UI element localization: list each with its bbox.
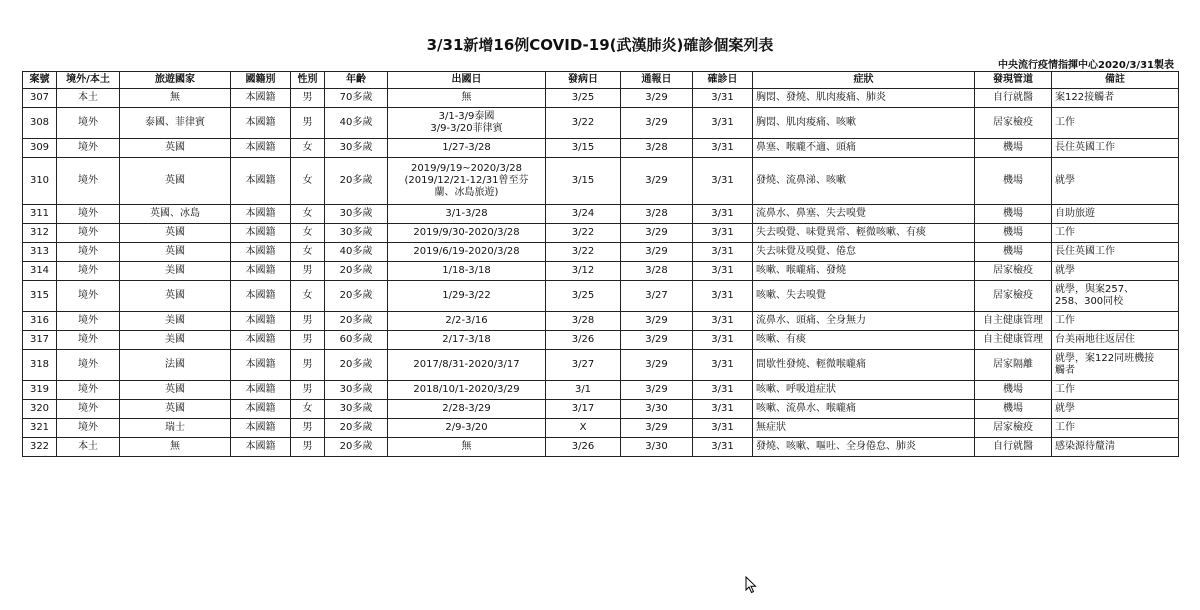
table-cell: 3/24 bbox=[546, 205, 621, 224]
table-row bbox=[23, 139, 1179, 158]
table-cell: 就學，與案257、 258、300同校 bbox=[1052, 281, 1179, 312]
table-cell: 機場 bbox=[975, 381, 1052, 400]
table-row bbox=[23, 108, 1179, 139]
table-cell: 3/31 bbox=[693, 419, 753, 438]
table-cell: 3/28 bbox=[546, 312, 621, 331]
table-cell: 居家檢疫 bbox=[975, 281, 1052, 312]
table-cell: 60多歲 bbox=[325, 331, 388, 350]
table-row bbox=[23, 243, 1179, 262]
table-cell: 3/22 bbox=[546, 108, 621, 139]
table-cell: 機場 bbox=[975, 224, 1052, 243]
table-cell: 3/15 bbox=[546, 158, 621, 205]
table-cell: 70多歲 bbox=[325, 89, 388, 108]
table-cell: 男 bbox=[291, 312, 325, 331]
table-cell: 英國 bbox=[120, 281, 231, 312]
table-cell: 女 bbox=[291, 158, 325, 205]
table-row bbox=[23, 419, 1179, 438]
table-cell: 30多歲 bbox=[325, 139, 388, 158]
table-cell: 3/29 bbox=[621, 158, 693, 205]
table-cell: 居家檢疫 bbox=[975, 108, 1052, 139]
table-cell: 3/29 bbox=[621, 312, 693, 331]
table-cell: 境外 bbox=[57, 350, 120, 381]
table-cell: 機場 bbox=[975, 139, 1052, 158]
table-cell: 自行就醫 bbox=[975, 438, 1052, 457]
column-header: 通報日 bbox=[621, 72, 693, 89]
table-cell: 英國 bbox=[120, 400, 231, 419]
table-cell: 本國籍 bbox=[231, 281, 291, 312]
table-cell: 男 bbox=[291, 89, 325, 108]
table-cell: 1/27-3/28 bbox=[388, 139, 546, 158]
table-cell: 313 bbox=[23, 243, 57, 262]
table-cell: 咳嗽、有痰 bbox=[753, 331, 975, 350]
table-cell: 失去嗅覺、味覺異常、輕微咳嗽、有痰 bbox=[753, 224, 975, 243]
table-cell: 間歇性發燒、輕微喉嚨痛 bbox=[753, 350, 975, 381]
table-cell: 3/25 bbox=[546, 89, 621, 108]
table-cell: 咳嗽、喉嚨痛、發燒 bbox=[753, 262, 975, 281]
table-cell: 314 bbox=[23, 262, 57, 281]
table-cell: 境外 bbox=[57, 381, 120, 400]
table-cell: 境外 bbox=[57, 224, 120, 243]
column-header: 境外/本土 bbox=[57, 72, 120, 89]
table-cell: 3/31 bbox=[693, 350, 753, 381]
table-cell: 胸悶、肌肉痠痛、咳嗽 bbox=[753, 108, 975, 139]
table-cell: 英國 bbox=[120, 139, 231, 158]
table-cell: 3/31 bbox=[693, 262, 753, 281]
table-cell: 自主健康管理 bbox=[975, 312, 1052, 331]
table-cell: 20多歲 bbox=[325, 312, 388, 331]
table-cell: 315 bbox=[23, 281, 57, 312]
table-cell: 3/30 bbox=[621, 400, 693, 419]
table-cell: 本國籍 bbox=[231, 419, 291, 438]
table-cell: 長住英國工作 bbox=[1052, 243, 1179, 262]
table-cell: 本國籍 bbox=[231, 400, 291, 419]
table-cell: 3/30 bbox=[621, 438, 693, 457]
table-cell: 男 bbox=[291, 331, 325, 350]
table-cell: 20多歲 bbox=[325, 419, 388, 438]
table-cell: 就學，案122同班機接 觸者 bbox=[1052, 350, 1179, 381]
table-cell: 女 bbox=[291, 139, 325, 158]
table-cell: 1/18-3/18 bbox=[388, 262, 546, 281]
table-cell: 居家檢疫 bbox=[975, 262, 1052, 281]
table-cell: 310 bbox=[23, 158, 57, 205]
table-cell: 男 bbox=[291, 438, 325, 457]
table-cell: 3/29 bbox=[621, 331, 693, 350]
table-cell: 英國 bbox=[120, 381, 231, 400]
table-cell: 無 bbox=[388, 89, 546, 108]
table-row bbox=[23, 331, 1179, 350]
table-cell: 發燒、流鼻涕、咳嗽 bbox=[753, 158, 975, 205]
column-header: 性別 bbox=[291, 72, 325, 89]
table-row bbox=[23, 89, 1179, 108]
table-cell: 20多歲 bbox=[325, 438, 388, 457]
table-row bbox=[23, 438, 1179, 457]
table-cell: 長住英國工作 bbox=[1052, 139, 1179, 158]
page-title: 3/31新增16例COVID-19(武漢肺炎)確診個案列表 bbox=[426, 36, 774, 54]
table-cell: 感染源待釐清 bbox=[1052, 438, 1179, 457]
table-cell: 發燒、咳嗽、嘔吐、全身倦怠、肺炎 bbox=[753, 438, 975, 457]
table-cell: 本國籍 bbox=[231, 158, 291, 205]
table-cell: 泰國、菲律賓 bbox=[120, 108, 231, 139]
table-cell: 320 bbox=[23, 400, 57, 419]
case-table bbox=[22, 71, 1179, 457]
table-cell: 自行就醫 bbox=[975, 89, 1052, 108]
table-cell: 境外 bbox=[57, 262, 120, 281]
table-cell: 322 bbox=[23, 438, 57, 457]
column-header: 年齡 bbox=[325, 72, 388, 89]
table-cell: 3/29 bbox=[621, 108, 693, 139]
table-cell: 3/1-3/9泰國 3/9-3/20菲律賓 bbox=[388, 108, 546, 139]
table-cell: 30多歲 bbox=[325, 224, 388, 243]
table-cell: 無 bbox=[388, 438, 546, 457]
table-cell: 2/28-3/29 bbox=[388, 400, 546, 419]
table-cell: 本國籍 bbox=[231, 312, 291, 331]
table-cell: 3/31 bbox=[693, 281, 753, 312]
table-cell: 3/31 bbox=[693, 331, 753, 350]
table-cell: 3/31 bbox=[693, 381, 753, 400]
table-cell: 機場 bbox=[975, 205, 1052, 224]
table-cell: 境外 bbox=[57, 419, 120, 438]
table-cell: 3/22 bbox=[546, 243, 621, 262]
table-cell: 男 bbox=[291, 381, 325, 400]
table-cell: 3/1-3/28 bbox=[388, 205, 546, 224]
table-cell: 就學 bbox=[1052, 262, 1179, 281]
table-cell: 境外 bbox=[57, 281, 120, 312]
table-row bbox=[23, 224, 1179, 243]
table-cell: 案122接觸者 bbox=[1052, 89, 1179, 108]
table-header-row bbox=[23, 72, 1179, 89]
table-cell: 女 bbox=[291, 243, 325, 262]
table-cell: 居家檢疫 bbox=[975, 419, 1052, 438]
table-cell: 40多歲 bbox=[325, 108, 388, 139]
column-header: 案號 bbox=[23, 72, 57, 89]
table-cell: 316 bbox=[23, 312, 57, 331]
table-cell: 美國 bbox=[120, 262, 231, 281]
table-cell: 無症狀 bbox=[753, 419, 975, 438]
column-header: 症狀 bbox=[753, 72, 975, 89]
table-cell: 3/29 bbox=[621, 381, 693, 400]
mouse-cursor-icon bbox=[745, 576, 757, 594]
table-cell: 318 bbox=[23, 350, 57, 381]
table-cell: 1/29-3/22 bbox=[388, 281, 546, 312]
table-cell: 2/17-3/18 bbox=[388, 331, 546, 350]
table-cell: 境外 bbox=[57, 331, 120, 350]
table-cell: 3/25 bbox=[546, 281, 621, 312]
table-cell: 308 bbox=[23, 108, 57, 139]
table-cell: 30多歲 bbox=[325, 400, 388, 419]
table-cell: 3/31 bbox=[693, 312, 753, 331]
table-cell: 流鼻水、鼻塞、失去嗅覺 bbox=[753, 205, 975, 224]
table-cell: 境外 bbox=[57, 205, 120, 224]
table-row bbox=[23, 381, 1179, 400]
table-cell: 男 bbox=[291, 419, 325, 438]
table-cell: 咳嗽、呼吸道症狀 bbox=[753, 381, 975, 400]
table-cell: 咳嗽、流鼻水、喉嚨痛 bbox=[753, 400, 975, 419]
table-cell: 3/22 bbox=[546, 224, 621, 243]
table-cell: 3/26 bbox=[546, 438, 621, 457]
table-cell: 本國籍 bbox=[231, 331, 291, 350]
table-cell: 流鼻水、頭痛、全身無力 bbox=[753, 312, 975, 331]
table-cell: 3/29 bbox=[621, 419, 693, 438]
table-cell: X bbox=[546, 419, 621, 438]
table-cell: 女 bbox=[291, 205, 325, 224]
table-cell: 境外 bbox=[57, 139, 120, 158]
table-cell: 境外 bbox=[57, 400, 120, 419]
table-cell: 3/29 bbox=[621, 89, 693, 108]
table-cell: 307 bbox=[23, 89, 57, 108]
table-source-note: 中央流行疫情指揮中心2020/3/31製表 bbox=[997, 60, 1174, 71]
table-cell: 317 bbox=[23, 331, 57, 350]
table-cell: 本國籍 bbox=[231, 89, 291, 108]
table-cell: 工作 bbox=[1052, 381, 1179, 400]
table-row bbox=[23, 262, 1179, 281]
table-cell: 3/31 bbox=[693, 205, 753, 224]
table-cell: 工作 bbox=[1052, 312, 1179, 331]
table-cell: 2/9-3/20 bbox=[388, 419, 546, 438]
table-cell: 2019/6/19-2020/3/28 bbox=[388, 243, 546, 262]
table-cell: 機場 bbox=[975, 158, 1052, 205]
table-row bbox=[23, 312, 1179, 331]
table-row bbox=[23, 158, 1179, 205]
table-cell: 自主健康管理 bbox=[975, 331, 1052, 350]
table-cell: 法國 bbox=[120, 350, 231, 381]
table-cell: 20多歲 bbox=[325, 262, 388, 281]
table-cell: 3/17 bbox=[546, 400, 621, 419]
table-cell: 40多歲 bbox=[325, 243, 388, 262]
table-cell: 本國籍 bbox=[231, 381, 291, 400]
table-cell: 男 bbox=[291, 350, 325, 381]
table-cell: 3/1 bbox=[546, 381, 621, 400]
column-header: 旅遊國家 bbox=[120, 72, 231, 89]
column-header: 國籍別 bbox=[231, 72, 291, 89]
column-header: 發病日 bbox=[546, 72, 621, 89]
table-cell: 瑞士 bbox=[120, 419, 231, 438]
table-cell: 3/31 bbox=[693, 224, 753, 243]
table-cell: 台美兩地往返居住 bbox=[1052, 331, 1179, 350]
table-cell: 3/29 bbox=[621, 224, 693, 243]
table-cell: 鼻塞、喉嚨不適、頭痛 bbox=[753, 139, 975, 158]
table-cell: 境外 bbox=[57, 108, 120, 139]
table-cell: 2019/9/30-2020/3/28 bbox=[388, 224, 546, 243]
table-cell: 女 bbox=[291, 281, 325, 312]
table-cell: 3/27 bbox=[621, 281, 693, 312]
table-cell: 2017/8/31-2020/3/17 bbox=[388, 350, 546, 381]
table-cell: 機場 bbox=[975, 400, 1052, 419]
table-cell: 英國、冰島 bbox=[120, 205, 231, 224]
table-cell: 3/31 bbox=[693, 158, 753, 205]
table-cell: 2018/10/1-2020/3/29 bbox=[388, 381, 546, 400]
table-cell: 本國籍 bbox=[231, 224, 291, 243]
table-cell: 境外 bbox=[57, 312, 120, 331]
table-cell: 英國 bbox=[120, 158, 231, 205]
table-cell: 工作 bbox=[1052, 224, 1179, 243]
table-cell: 無 bbox=[120, 89, 231, 108]
table-cell: 本國籍 bbox=[231, 108, 291, 139]
table-cell: 本國籍 bbox=[231, 243, 291, 262]
table-cell: 3/31 bbox=[693, 89, 753, 108]
table-cell: 美國 bbox=[120, 331, 231, 350]
table-cell: 自助旅遊 bbox=[1052, 205, 1179, 224]
table-cell: 女 bbox=[291, 224, 325, 243]
table-cell: 本國籍 bbox=[231, 139, 291, 158]
table-cell: 本土 bbox=[57, 89, 120, 108]
table-cell: 本土 bbox=[57, 438, 120, 457]
table-cell: 30多歲 bbox=[325, 381, 388, 400]
table-cell: 3/12 bbox=[546, 262, 621, 281]
table-cell: 3/31 bbox=[693, 243, 753, 262]
column-header: 備註 bbox=[1052, 72, 1179, 89]
table-row bbox=[23, 281, 1179, 312]
table-cell: 3/31 bbox=[693, 400, 753, 419]
column-header: 出國日 bbox=[388, 72, 546, 89]
table-cell: 30多歲 bbox=[325, 205, 388, 224]
table-cell: 本國籍 bbox=[231, 438, 291, 457]
table-cell: 工作 bbox=[1052, 419, 1179, 438]
table-cell: 美國 bbox=[120, 312, 231, 331]
table-cell: 本國籍 bbox=[231, 262, 291, 281]
column-header: 確診日 bbox=[693, 72, 753, 89]
table-cell: 3/29 bbox=[621, 243, 693, 262]
table-cell: 3/31 bbox=[693, 139, 753, 158]
table-cell: 咳嗽、失去嗅覺 bbox=[753, 281, 975, 312]
table-cell: 311 bbox=[23, 205, 57, 224]
table-cell: 胸悶、發燒、肌肉痠痛、肺炎 bbox=[753, 89, 975, 108]
table-cell: 3/31 bbox=[693, 438, 753, 457]
table-cell: 本國籍 bbox=[231, 350, 291, 381]
table-cell: 309 bbox=[23, 139, 57, 158]
table-cell: 境外 bbox=[57, 243, 120, 262]
table-cell: 無 bbox=[120, 438, 231, 457]
table-cell: 321 bbox=[23, 419, 57, 438]
table-cell: 2019/9/19~2020/3/28 (2019/12/21-12/31曾至芬 蘭、冰島旅遊) bbox=[388, 158, 546, 205]
table-row bbox=[23, 400, 1179, 419]
table-cell: 機場 bbox=[975, 243, 1052, 262]
table-row bbox=[23, 205, 1179, 224]
table-cell: 3/26 bbox=[546, 331, 621, 350]
table-cell: 20多歲 bbox=[325, 158, 388, 205]
table-cell: 3/29 bbox=[621, 350, 693, 381]
table-cell: 2/2-3/16 bbox=[388, 312, 546, 331]
table-cell: 319 bbox=[23, 381, 57, 400]
table-cell: 312 bbox=[23, 224, 57, 243]
table-cell: 就學 bbox=[1052, 400, 1179, 419]
table-cell: 工作 bbox=[1052, 108, 1179, 139]
table-cell: 3/27 bbox=[546, 350, 621, 381]
table-cell: 3/31 bbox=[693, 108, 753, 139]
table-cell: 英國 bbox=[120, 224, 231, 243]
table-cell: 就學 bbox=[1052, 158, 1179, 205]
table-cell: 3/15 bbox=[546, 139, 621, 158]
table-cell: 20多歲 bbox=[325, 350, 388, 381]
table-cell: 英國 bbox=[120, 243, 231, 262]
table-cell: 本國籍 bbox=[231, 205, 291, 224]
column-header: 發現管道 bbox=[975, 72, 1052, 89]
table-cell: 居家隔離 bbox=[975, 350, 1052, 381]
table-cell: 女 bbox=[291, 400, 325, 419]
table-cell: 失去味覺及嗅覺、倦怠 bbox=[753, 243, 975, 262]
table-cell: 男 bbox=[291, 108, 325, 139]
table-cell: 20多歲 bbox=[325, 281, 388, 312]
table-cell: 男 bbox=[291, 262, 325, 281]
table-cell: 境外 bbox=[57, 158, 120, 205]
table-row bbox=[23, 350, 1179, 381]
table-cell: 3/28 bbox=[621, 262, 693, 281]
table-cell: 3/28 bbox=[621, 139, 693, 158]
table-cell: 3/28 bbox=[621, 205, 693, 224]
